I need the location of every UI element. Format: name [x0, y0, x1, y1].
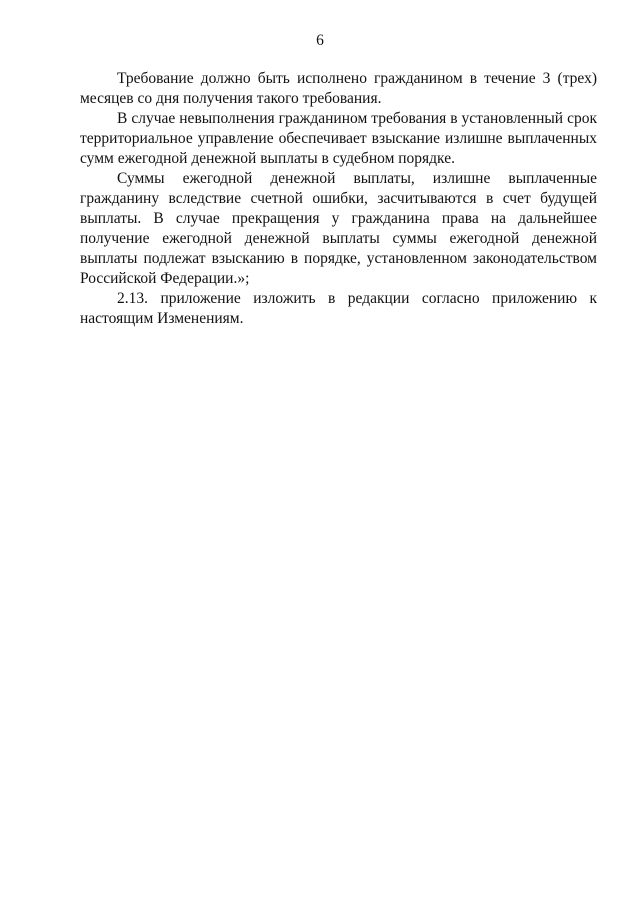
- paragraph-requirement-deadline: Требование должно быть исполнено гражданином в течение 3 (трех) месяцев со дня получения такого требования.: [80, 70, 597, 107]
- page-number: 6: [316, 32, 324, 49]
- paragraph-appendix-amendment: 2.13. приложение изложить в редакции согласно приложению к настоящим Изменениям.: [80, 290, 597, 327]
- paragraph-court-recovery: В случае невыполнения гражданином требования в установленный срок территориальное управление обеспечивает взыскание излишне выплаченных сумм ежегодной денежной выплаты в судебном порядке.: [80, 110, 597, 167]
- paragraph-overpaid-sums: Суммы ежегодной денежной выплаты, излишне выплаченные гражданину вследствие счетной ошибки, засчитываются в счет будущей выплаты. В случае прекращения у гражданина права на дальнейшее получение ежегодной денежной выплаты суммы ежегодной денежной выплаты подлежат взысканию в порядке, установленном законодательством Российской Федерации.»;: [80, 170, 597, 287]
- document-body: [80, 69, 597, 329]
